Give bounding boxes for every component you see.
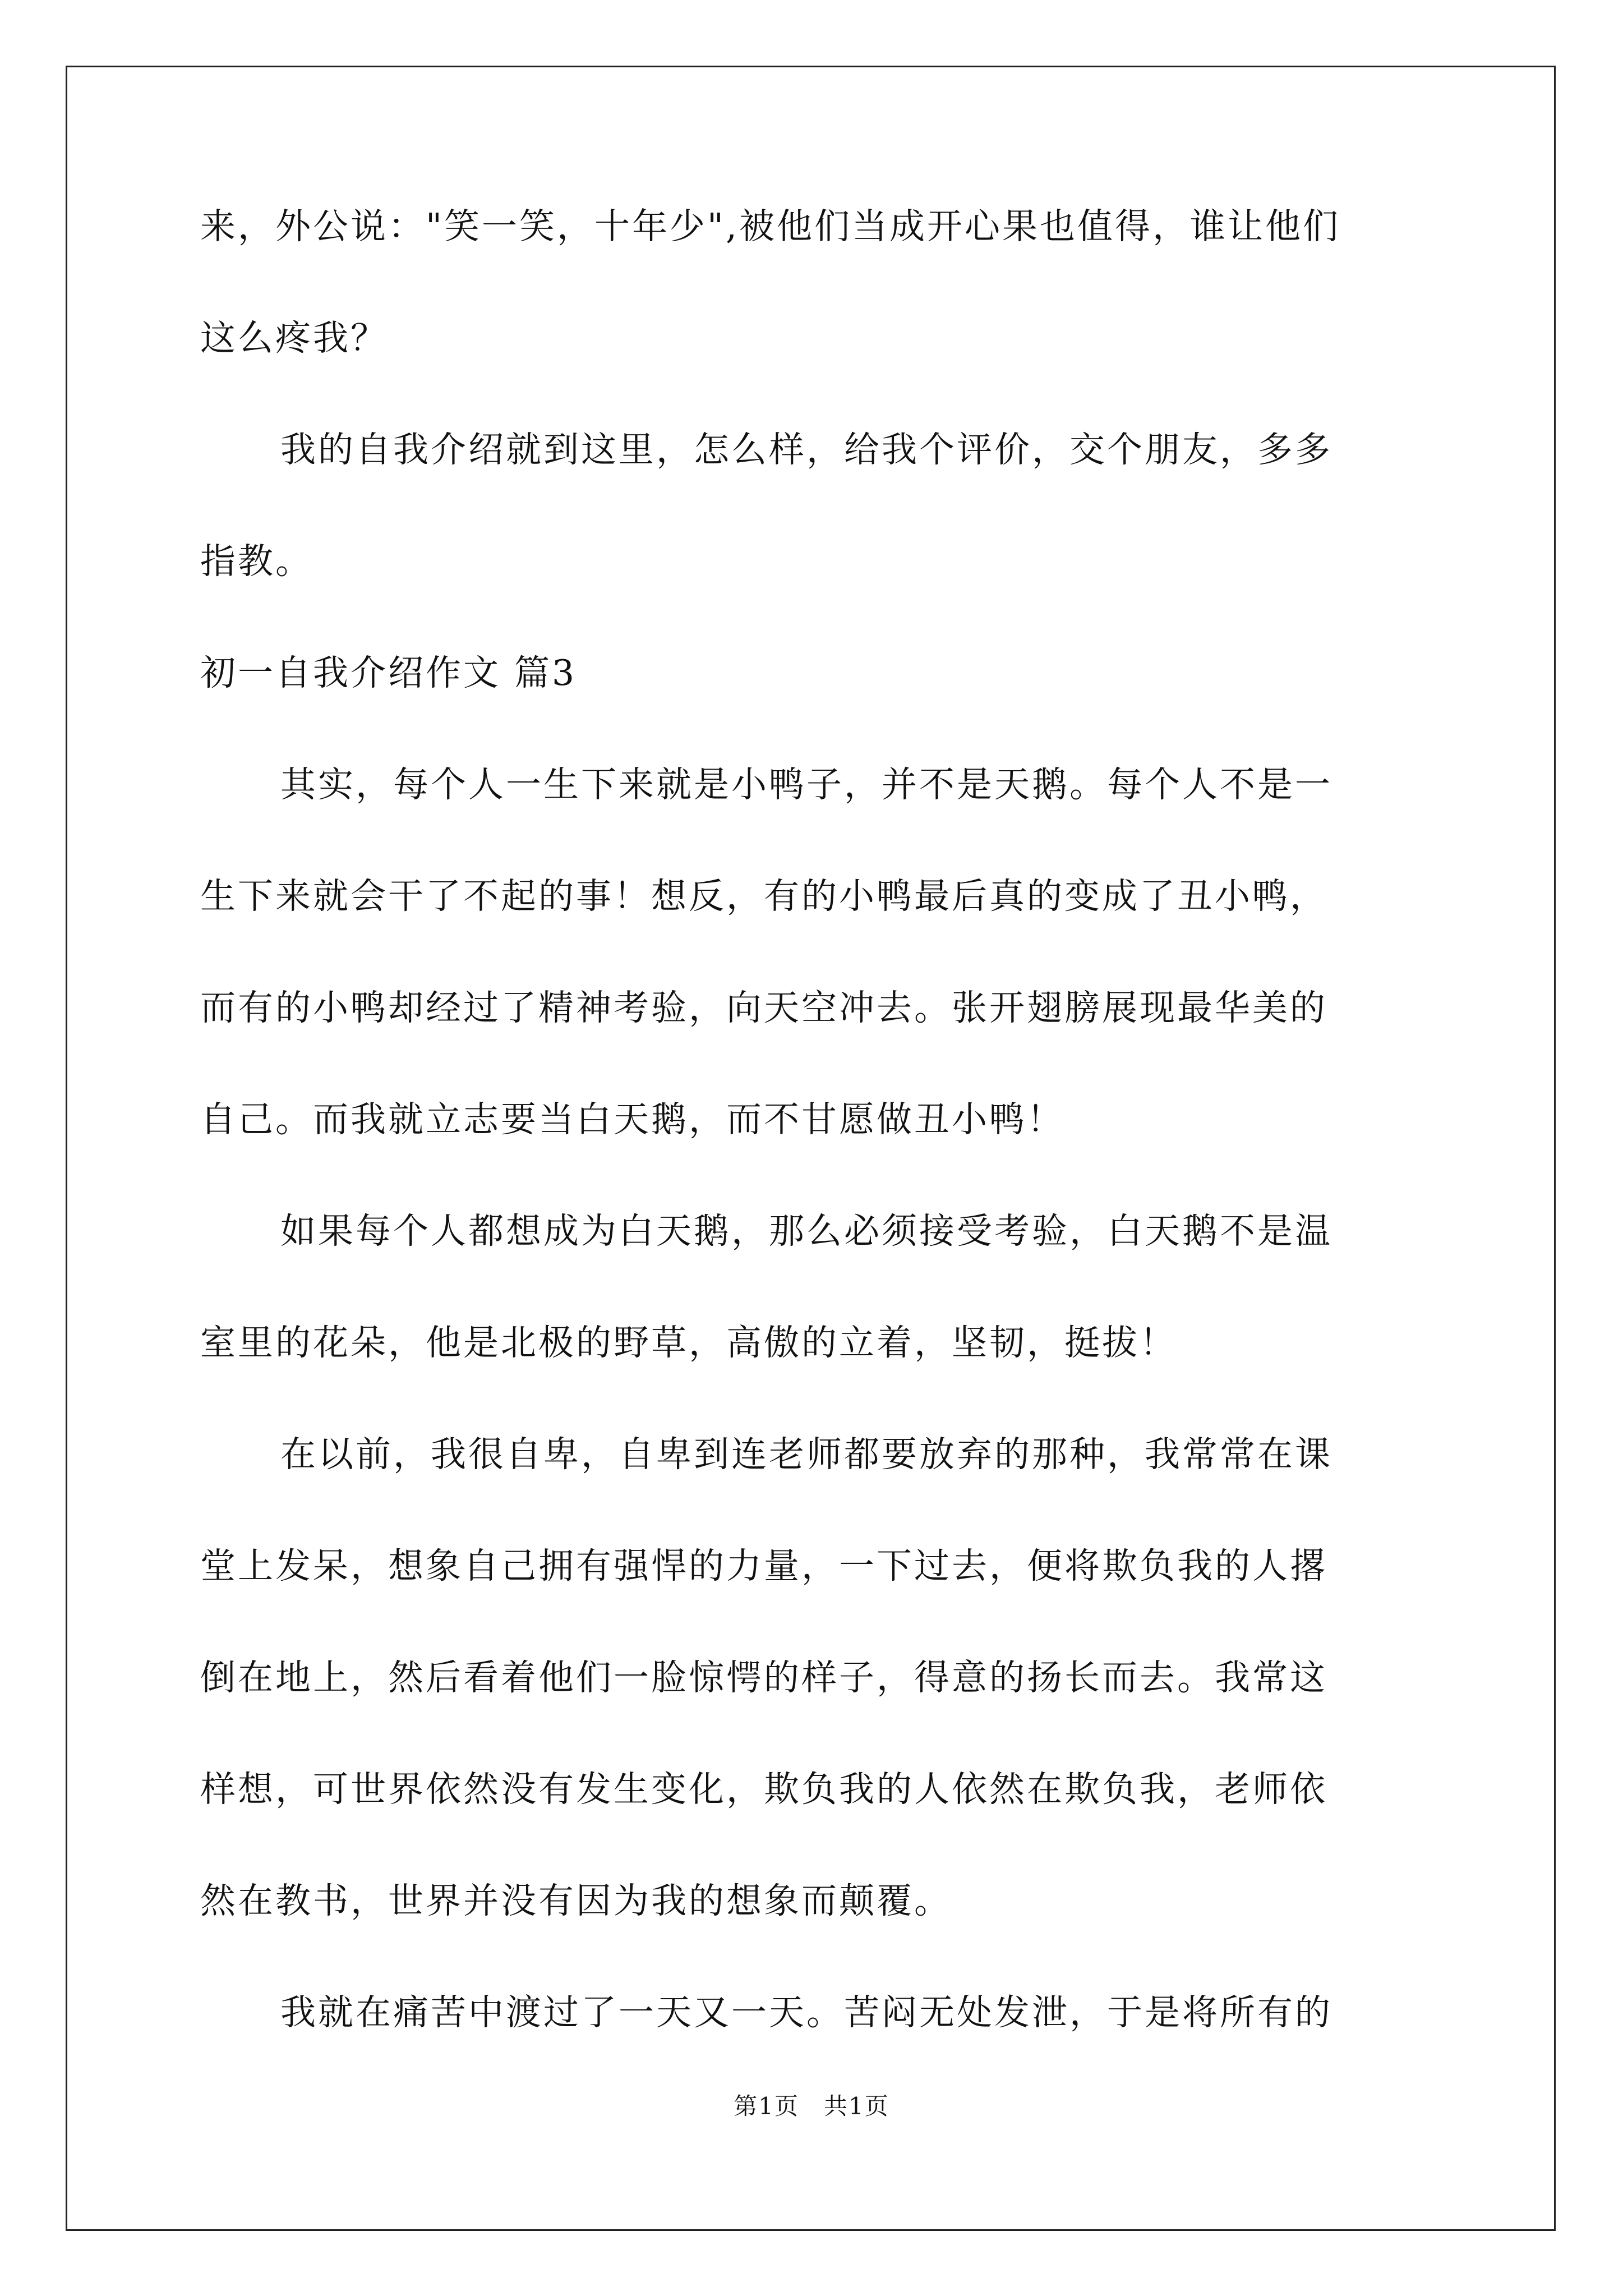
text-line: 我的自我介绍就到这里，怎么样，给我个评价，交个朋友，多多: [280, 429, 1332, 470]
section-heading: 初一自我介绍作文 篇3: [200, 652, 577, 693]
page-footer: 第1页 共1页: [734, 2092, 889, 2120]
text-line: 倒在地上，然后看着他们一脸惊愕的样子，得意的扬长而去。我常这: [200, 1657, 1327, 1698]
text-line: 室里的花朵，他是北极的野草，高傲的立着，坚韧，挺拔！: [200, 1322, 1177, 1363]
document-body: [200, 206, 1434, 2106]
text-line: 而有的小鸭却经过了精神考验，向天空冲去。张开翅膀展现最华美的: [200, 987, 1327, 1028]
text-line: 生下来就会干了不起的事！想反，有的小鸭最后真的变成了丑小鸭，: [200, 876, 1327, 917]
text-line: 来，外公说："笑一笑，十年少",被他们当成开心果也值得，谁让他们: [200, 206, 1340, 247]
text-line: 其实，每个人一生下来就是小鸭子，并不是天鹅。每个人不是一: [280, 764, 1332, 805]
text-line: 这么疼我？: [200, 318, 388, 358]
text-line: 然在教书，世界并没有因为我的想象而颠覆。: [200, 1880, 952, 1921]
text-line: 样想，可世界依然没有发生变化，欺负我的人依然在欺负我，老师依: [200, 1769, 1327, 1810]
text-line: 自己。而我就立志要当白天鹅，而不甘愿做丑小鸭！: [200, 1099, 1064, 1140]
text-line: 指教。: [200, 541, 313, 582]
text-line: 在以前，我很自卑，自卑到连老师都要放弃的那种，我常常在课: [280, 1434, 1332, 1475]
text-line: 我就在痛苦中渡过了一天又一天。苦闷无处发泄，于是将所有的: [280, 1992, 1332, 2033]
text-line: 如果每个人都想成为白天鹅，那么必须接受考验，白天鹅不是温: [280, 1211, 1332, 1251]
text-line: 堂上发呆，想象自己拥有强悍的力量，一下过去，便将欺负我的人撂: [200, 1545, 1327, 1586]
